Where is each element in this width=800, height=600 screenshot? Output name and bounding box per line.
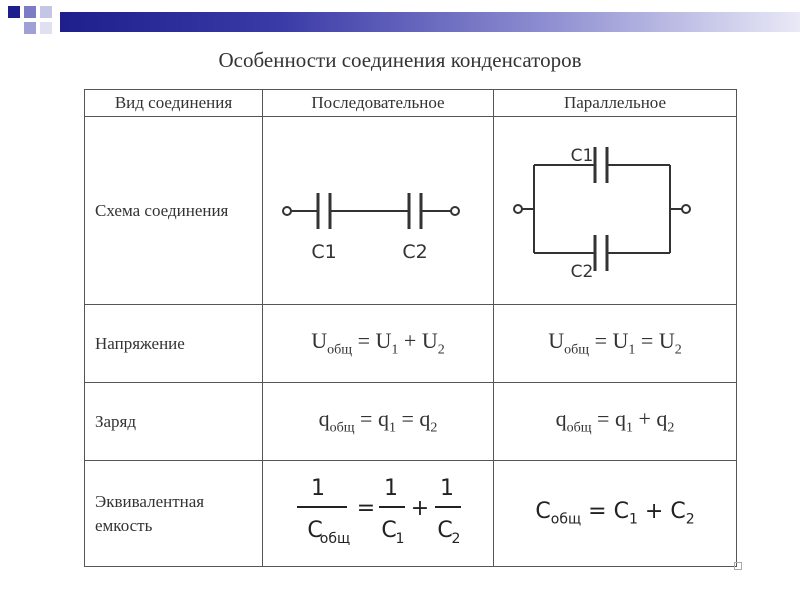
formula-operator: + <box>638 406 651 432</box>
formula-symbol: C <box>535 499 551 525</box>
series-c1-label: C1 <box>311 241 337 263</box>
formula-subscript: 1 <box>625 420 633 436</box>
table-row <box>85 117 737 305</box>
formula-equals: = <box>356 496 376 521</box>
formula-subscript: 1 <box>628 511 638 528</box>
slide-header-bar <box>0 0 800 44</box>
header-series: Последовательное <box>263 90 494 117</box>
parallel-terminal-left <box>514 205 522 213</box>
series-terminal-left <box>283 207 291 215</box>
series-circuit-diagram <box>263 117 492 299</box>
parallel-capacity-formula: $C_{общ} = C_1 + C_2$ <box>494 461 737 567</box>
deco-square-5 <box>40 22 52 34</box>
deco-square-1 <box>8 6 20 18</box>
parallel-c1-label: C1 <box>570 146 594 166</box>
formula-symbol: q <box>419 406 431 432</box>
formula-subscript: 2 <box>667 420 675 436</box>
header-connection-type: Вид соединения <box>85 90 263 117</box>
deco-square-4 <box>24 22 36 34</box>
fraction-numerator: 1 <box>440 476 454 501</box>
parallel-circuit-cell <box>494 117 737 305</box>
formula-symbol: q <box>656 406 668 432</box>
series-charge-formula: $q_{общ} = q_1 = q_2$ <box>263 383 494 461</box>
series-capacity-formula <box>263 461 492 561</box>
formula-subscript: 1 <box>388 420 396 436</box>
formula-operator: + <box>403 328 417 354</box>
formula-symbol: C <box>437 518 453 543</box>
series-circuit-cell <box>263 117 494 305</box>
formula-symbol: U <box>311 328 328 354</box>
header-parallel: Параллельное <box>494 90 737 117</box>
formula-symbol: U <box>421 328 438 354</box>
formula-subscript: 2 <box>430 420 438 436</box>
formula-subscript: 2 <box>451 531 461 547</box>
formula-symbol: U <box>375 328 392 354</box>
formula-symbol: U <box>548 328 565 354</box>
table-row <box>85 461 737 567</box>
formula-symbol: C <box>307 518 323 543</box>
deco-square-3 <box>40 6 52 18</box>
row-label-voltage: Напряжение <box>85 305 263 383</box>
formula-subscript: общ <box>550 511 582 528</box>
formula-symbol: q <box>377 406 389 432</box>
table-row <box>85 383 737 461</box>
formula-symbol: C <box>670 499 686 525</box>
capacitor-table <box>84 89 737 567</box>
formula-symbol: C <box>613 499 629 525</box>
parallel-circuit-diagram <box>494 117 735 299</box>
formula-operator: + <box>644 499 664 525</box>
formula-symbol: q <box>318 406 330 432</box>
formula-subscript: 2 <box>437 342 445 358</box>
formula-subscript: общ <box>329 420 355 436</box>
formula-operator: = <box>401 406 414 432</box>
series-voltage-formula: $U_{общ} = U_1 + U_2$ <box>263 305 494 383</box>
deco-square-2 <box>24 6 36 18</box>
series-c2-label: C2 <box>402 241 428 263</box>
parallel-c2-label: C2 <box>570 262 594 282</box>
formula-symbol: C <box>381 518 397 543</box>
formula-subscript: 1 <box>628 342 636 358</box>
header-row <box>85 90 737 117</box>
table-row <box>85 305 737 383</box>
formula-operator: = <box>640 328 654 354</box>
formula-symbol: U <box>658 328 675 354</box>
formula-subscript: 2 <box>685 511 695 528</box>
formula-subscript: общ <box>564 342 590 358</box>
series-capacity-formula-cell <box>263 461 494 567</box>
formula-symbol: U <box>612 328 629 354</box>
formula-subscript: общ <box>327 342 353 358</box>
series-terminal-right <box>451 207 459 215</box>
row-label-scheme: Схема соединения <box>85 117 263 305</box>
header-gradient <box>60 12 800 32</box>
formula-symbol: q <box>555 406 567 432</box>
formula-subscript: общ <box>319 531 351 547</box>
slide-title: Особенности соединения конденсаторов <box>218 48 582 72</box>
formula-symbol: q <box>614 406 626 432</box>
row-label-charge: Заряд <box>85 383 263 461</box>
fraction-numerator: 1 <box>384 476 398 501</box>
parallel-terminal-right <box>682 205 690 213</box>
formula-operator: + <box>410 496 430 521</box>
parallel-charge-formula: $q_{общ} = q_1 + q_2$ <box>494 383 737 461</box>
parallel-voltage-formula: $U_{общ} = U_1 = U_2$ <box>494 305 737 383</box>
formula-subscript: 1 <box>395 531 405 547</box>
formula-subscript: 2 <box>674 342 682 358</box>
row-label-capacity: Эквивалентная емкость <box>85 461 263 567</box>
formula-subscript: 1 <box>391 342 399 358</box>
corner-marker <box>734 562 742 570</box>
formula-subscript: общ <box>566 420 592 436</box>
fraction-numerator: 1 <box>311 476 325 501</box>
